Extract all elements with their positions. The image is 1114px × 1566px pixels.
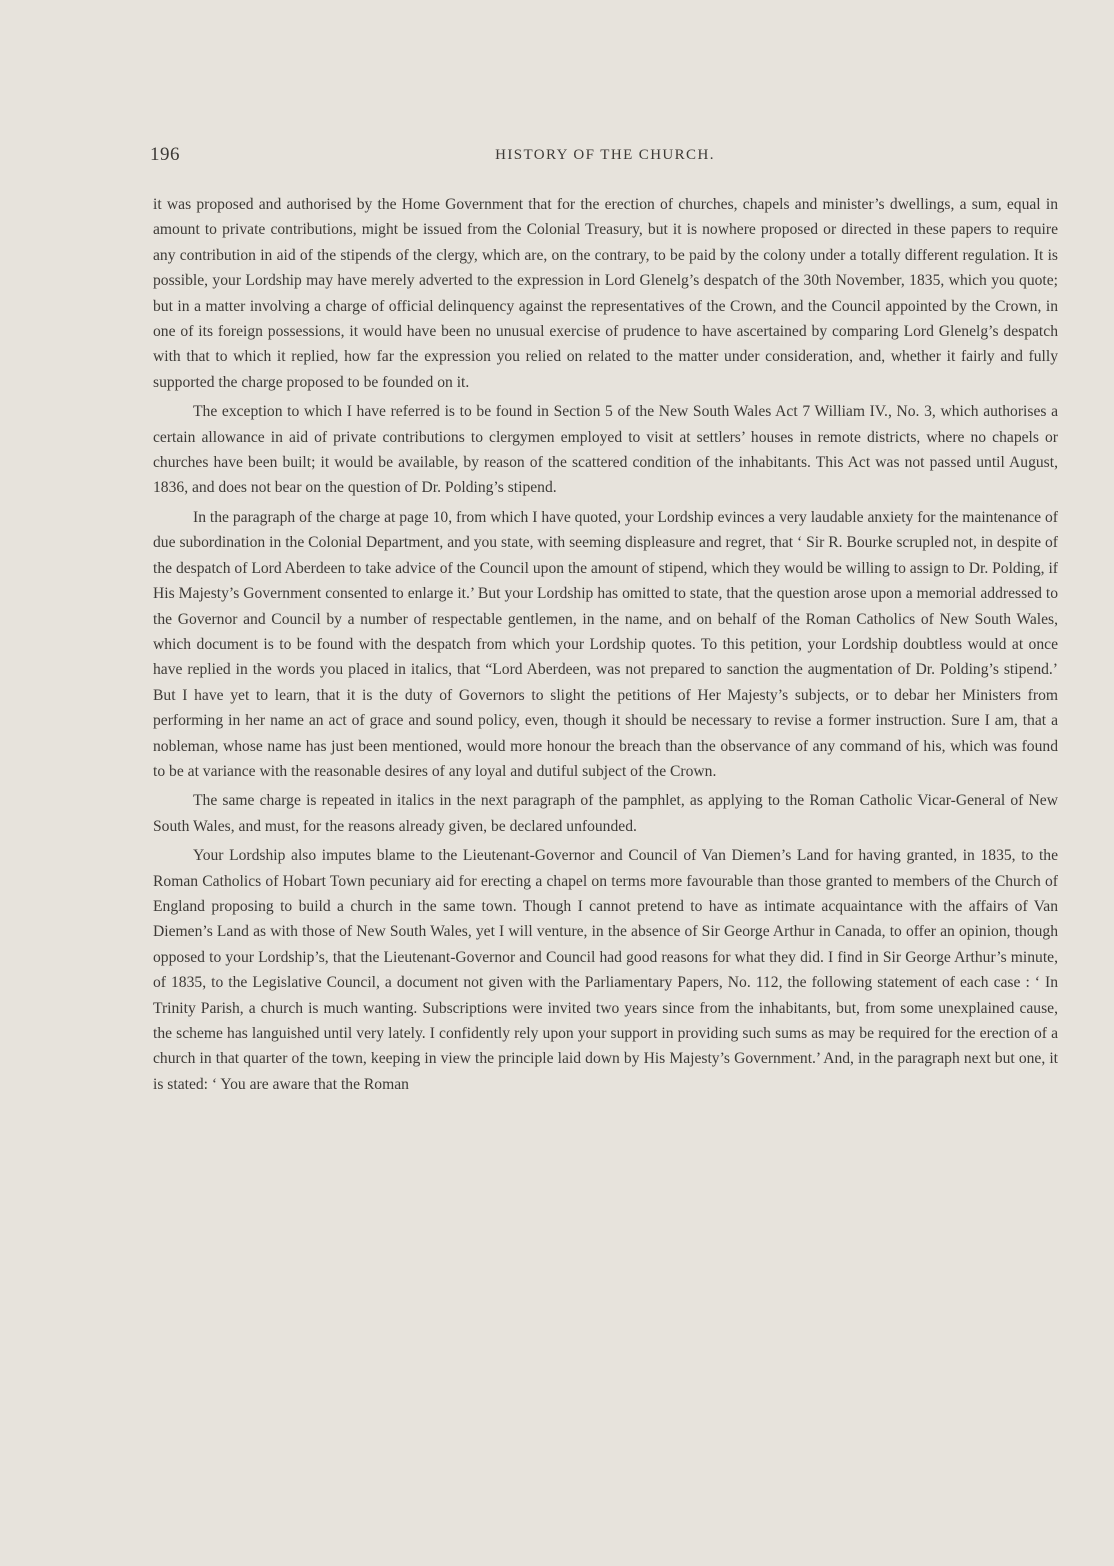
paragraph: Your Lordship also imputes blame to the Lieutenant-Governor and Council of Van Diemen’s Land for having granted, in 1835, to the Roman Catholics of Hobart Town pecuniary aid for erecting a chapel on terms more favourable than those granted to members of the Church of England proposing to build a church in the same town. Though I cannot pretend to have as intimate acquaintance with the affairs of Van Diemen’s Land as with those of New South Wales, yet I will venture, in the absence of Sir George Arthur in Canada, to offer an opinion, though opposed to your Lordship’s, that the Lieutenant-Governor and Council had good reasons for what they did. I find in Sir George Arthur’s minute, of 1835, to the Legislative Council, a document not given with the Parliamentary Papers, No. 112, the following statement of each case : ‘ In Trinity Parish, a church is much wanting. Subscriptions were invited two years since from the inhabitants, but, from some unexplained cause, the scheme has languished until very lately. I confidently rely upon your support in providing such sums as may be required for the erection of a church in that quarter of the town, keeping in view the principle laid down by His Majesty’s Government.’ And, in the paragraph next but one, it is stated: ‘ You are aware that the Roman: [153, 847, 1058, 1093]
page-number: 196: [150, 144, 180, 165]
paragraph: In the paragraph of the charge at page 10, from which I have quoted, your Lordship evinces a very laudable anxiety for the maintenance of due subordination in the Colonial Department, and you state, with seeming displeasure and regret, that ‘ Sir R. Bourke scrupled not, in despite of the despatch of Lord Aberdeen to take advice of the Council upon the amount of stipend, which they would be willing to assign to Dr. Polding, if His Majesty’s Government consented to enlarge it.’ But your Lordship has omitted to state, that the question arose upon a memorial addressed to the Governor and Council by a number of respectable gentlemen, in the name, and on behalf of the Roman Catholics of New South Wales, which document is to be found with the despatch from which your Lordship quotes. To this petition, your Lordship doubtless would at once have replied in the words you placed in italics, that “Lord Aberdeen, was not prepared to sanction the augmentation of Dr. Polding’s stipend.’ But I have yet to learn, that it is the duty of Governors to slight the petitions of Her Majesty’s subjects, or to debar her Ministers from performing in her name an act of grace and sound policy, even, though it should be necessary to revise a former instruction. Sure I am, that a nobleman, whose name has just been mentioned, would more honour the breach than the observance of any command of his, which was found to be at variance with the reasonable desires of any loyal and dutiful subject of the Crown.: [153, 508, 1058, 780]
paragraph: The exception to which I have referred is to be found in Section 5 of the New South Wales Act 7 William IV., No. 3, which authorises a certain allowance in aid of private contributions to clergymen employed to visit at settlers’ houses in remote districts, where no chapels or churches have been built; it would be available, by reason of the scattered condition of the inhabitants. This Act was not passed until August, 1836, and does not bear on the question of Dr. Polding’s stipend.: [153, 403, 1058, 497]
paragraph: The same charge is repeated in italics in the next paragraph of the pamphlet, as applying to the Roman Catholic Vicar-General of New South Wales, and must, for the reasons already given, be declared unfounded.: [153, 792, 1058, 835]
paragraph: it was proposed and authorised by the Home Government that for the erection of churches, chapels and minister’s dwellings, a sum, equal in amount to private contributions, might be issued from the Colonial Treasury, but it is nowhere proposed or directed in these papers to require any contribution in aid of the stipends of the clergy, which are, on the contrary, to be paid by the colony under a totally different regulation. It is possible, your Lordship may have merely adverted to the expression in Lord Glenelg’s despatch of the 30th November, 1835, which you quote; but in a matter involving a charge of official delinquency against the representatives of the Crown, and the Council appointed by the Crown, in one of its foreign possessions, it would have been no unusual exercise of prudence to have ascertained by comparing Lord Glenelg’s despatch with that to which it replied, how far the expression you relied on related to the matter under consideration, and, whether it fairly and fully supported the charge proposed to be founded on it.: [153, 196, 1058, 391]
running-title: HISTORY OF THE CHURCH.: [495, 147, 715, 163]
body-text: [153, 192, 1058, 1101]
running-head: [150, 144, 1060, 170]
